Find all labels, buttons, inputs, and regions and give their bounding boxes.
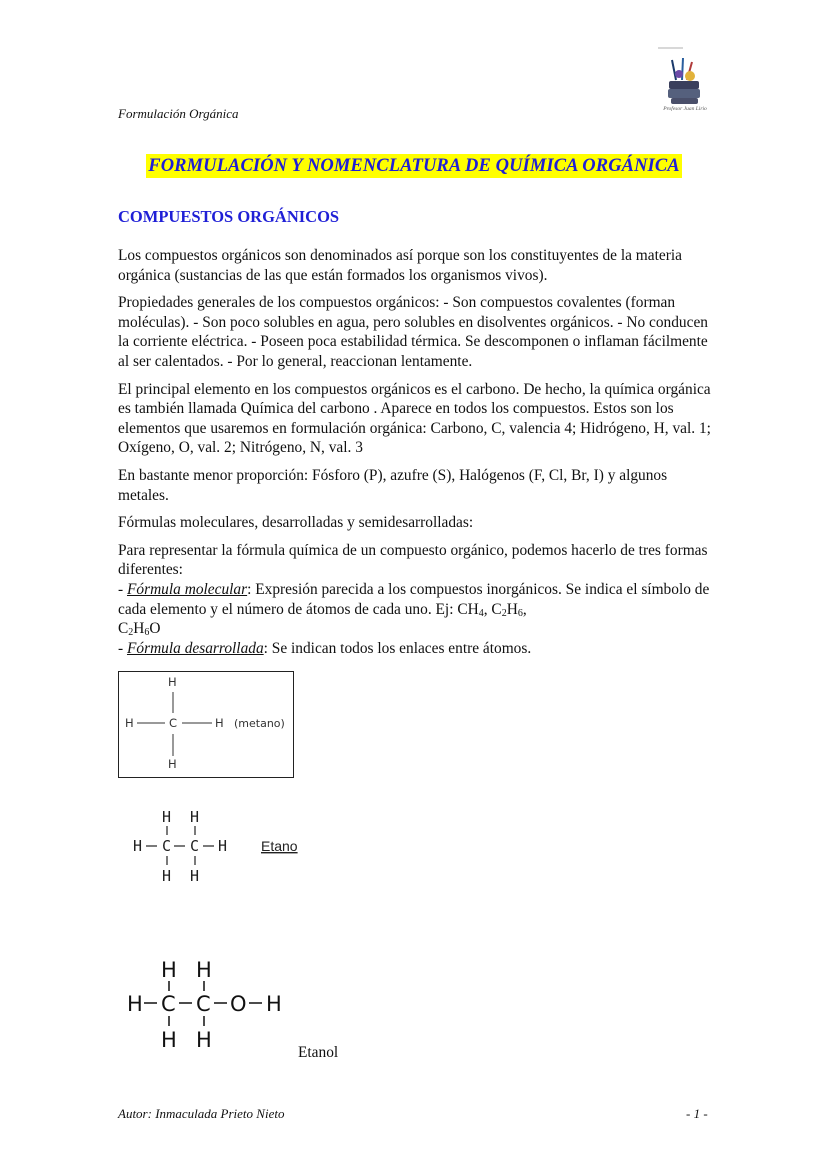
paragraph-6: Para representar la fórmula química de un compuesto orgánico, podemos hacerlo de tres formas diferentes: [118, 541, 708, 579]
metano-structure [118, 671, 294, 778]
etano-h4: H [190, 867, 200, 885]
molecular-formula-line: - Fórmula molecular: Expresión parecida a los compuestos inorgánicos. Se indica el símbolo de cada elemento y el número de átomos de cada uno. Ej: $CH_4$, $C_2H_6$, $C_2H_6O$ [118, 580, 710, 639]
etano-c2: C [190, 837, 200, 855]
section-heading: COMPUESTOS ORGÁNICOS [118, 207, 340, 226]
metano-svg [119, 672, 293, 777]
etanol-h2: H [196, 958, 212, 982]
etanol-c1: C [161, 992, 176, 1016]
logo-caption: Profesor Juan Lirio [663, 106, 707, 112]
metano-h-bottom: H [168, 757, 177, 771]
paragraph-1: Los compuestos orgánicos son denominados así porque son los constituyentes de la materia orgánica (sustancias de las que están formados los organismos vivos). [118, 247, 682, 284]
metano-c: C [169, 716, 178, 730]
etanol-c2: C [196, 992, 211, 1016]
metano-h-top: H [168, 675, 177, 689]
footer-author: Autor: Inmaculada Prieto Nieto [118, 1106, 285, 1121]
etanol-h-left: H [127, 992, 143, 1016]
page-title-text: FORMULACIÓN Y NOMENCLATURA DE QUÍMICA ORGÁNICA [148, 156, 680, 176]
etanol-o: O [230, 992, 247, 1016]
metano-label: (metano) [234, 717, 285, 730]
etanol-h4: H [196, 1028, 212, 1052]
footer-page-number: - 1 - [686, 1106, 708, 1121]
etano-c1: C [162, 837, 172, 855]
etanol-h-right: H [266, 992, 282, 1016]
metano-h-left: H [125, 716, 134, 730]
etano-structure [128, 804, 308, 888]
etanol-h1: H [161, 958, 177, 982]
etanol-h3: H [161, 1028, 177, 1052]
developed-formula-line: - Fórmula desarrollada: Se indican todos los enlaces entre átomos. [118, 639, 532, 657]
paragraph-5: Fórmulas moleculares, desarrolladas y semidesarrolladas: [118, 514, 474, 532]
header-left: Formulación Orgánica [118, 106, 239, 121]
paragraph-3: El principal elemento en los compuestos orgánicos es el carbono. De hecho, la química orgánica es también llamada Química del carbono . Aparece en todos los compuestos. Estos son los elementos que usaremos en formulación orgánica: Carbono, C, valencia 4; Hidrógeno, H, val. 1; Oxígeno, O, val. 2; Nitrógeno, N, val. 3 [118, 380, 711, 457]
etano-label: Etano [261, 838, 298, 854]
page-title [118, 156, 710, 177]
developed-formula-label: Fórmula desarrollada [126, 639, 264, 657]
etano-h2: H [190, 808, 200, 826]
paragraph-2: Propiedades generales de los compuestos orgánicos: - Son compuestos covalentes (forman moléculas). - Son poco solubles en agua, pero solubles en disolventes orgánicos. - No conducen la corriente eléctrica. - Poseen poca estabilidad térmica. Se descomponen o inflaman fácilmente al ser calentados. - Por lo general, reaccionan lentamente. [118, 294, 708, 370]
metano-h-right: H [215, 716, 224, 730]
etano-h3: H [162, 867, 172, 885]
molecular-formula-label: Fórmula molecular [126, 580, 248, 598]
body-text [118, 246, 712, 658]
etanol-structure [124, 952, 364, 1064]
etano-h1: H [162, 808, 172, 826]
etano-h-right: H [218, 837, 228, 855]
etano-h-left: H [133, 837, 143, 855]
etanol-label: Etanol [298, 1044, 339, 1061]
paragraph-4: En bastante menor proporción: Fósforo (P), azufre (S), Halógenos (F, Cl, Br, I) y algunos metales. [118, 466, 668, 504]
